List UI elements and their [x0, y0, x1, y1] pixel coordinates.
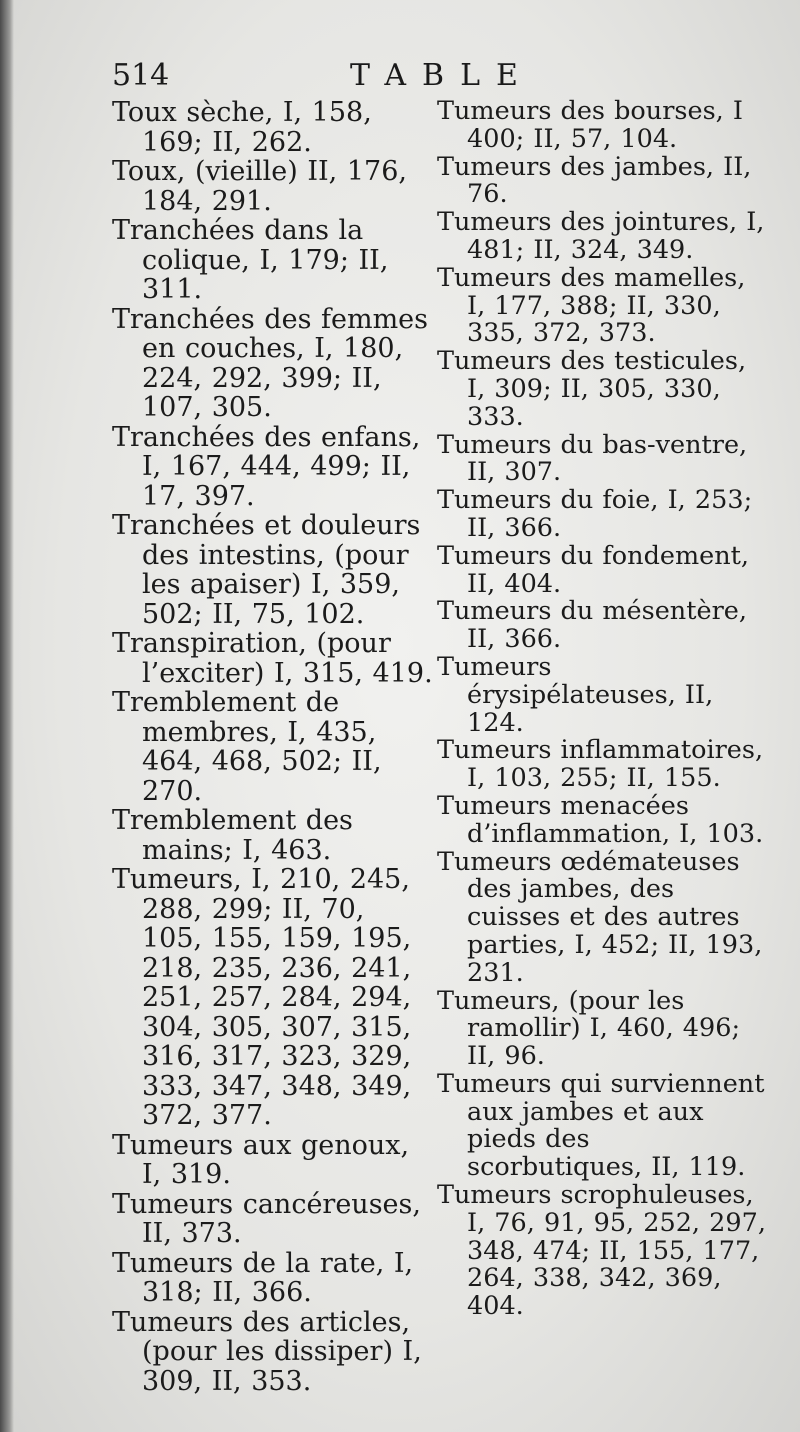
- index-entry: Tumeurs des jambes, II, 76.: [437, 151, 752, 210]
- index-column-right: [437, 98, 767, 1321]
- index-entry: Tumeurs du bas-ventre, II, 307.: [437, 429, 748, 488]
- page-binding-edge: [0, 0, 14, 1432]
- running-title: TABLE: [350, 58, 534, 93]
- index-entry: Toux, (vieille) II, 176, 184, 291.: [112, 156, 407, 217]
- index-entry: Tumeurs, (pour les ramollir) I, 460, 496; II, 96.: [437, 985, 741, 1072]
- index-entry: Tumeurs des jointures, I, 481; II, 324, 349.: [437, 207, 765, 265]
- index-entry: Tumeurs, I, 210, 245, 288, 299; II, 70, 105, 155, 159, 195, 218, 235, 236, 241, 251, 257, 284, 294, 304, 305, 307, 315, 316, 317, 323, 329, 333, 347, 348, 349, 372, 377.: [112, 864, 412, 1131]
- index-entry: Tumeurs érysipélateuses, II, 124.: [437, 651, 714, 738]
- page-number: 514: [112, 58, 170, 93]
- index-entry: Tumeurs du foie, I, 253; II, 366.: [437, 485, 753, 543]
- index-entry: Tumeurs scrophuleuses, I, 76, 91, 95, 252, 297, 348, 474; II, 155, 177, 264, 338, 342, 369, 404.: [437, 1180, 766, 1322]
- index-entry: Tumeurs de la rate, I, 318; II, 366.: [112, 1247, 414, 1308]
- index-entry: Tumeurs menacées d’inflammation, I, 103.: [437, 790, 764, 849]
- index-entry: Tumeurs aux genoux, I, 319.: [112, 1129, 410, 1190]
- index-entry: Tremblement des mains; I, 463.: [112, 805, 353, 866]
- index-entry: Tumeurs œdémateuses des jambes, des cuisses et des autres parties, I, 452; II, 193, 231.: [437, 846, 763, 988]
- index-entry: Tumeurs des bourses, I 400; II, 57, 104.: [437, 96, 743, 154]
- index-entry: Tranchées et douleurs des intestins, (pour les apaiser) I, 359, 502; II, 75, 102.: [112, 510, 421, 630]
- index-entry: Tumeurs du mésentère, II, 366.: [437, 596, 747, 655]
- index-entry: Tranchées des enfans, I, 167, 444, 499; II, 17, 397.: [112, 421, 421, 512]
- index-entry: Tumeurs des articles, (pour les dissiper) I, 309, II, 353.: [112, 1306, 422, 1397]
- index-entry: Tumeurs inflammatoires, I, 103, 255; II, 155.: [437, 735, 764, 794]
- index-entry: Transpiration, (pour l’exciter) I, 315, 419.: [112, 628, 433, 689]
- index-entry: Tumeurs qui surviennent aux jambes et aux pieds des scorbutiques, II, 119.: [437, 1068, 765, 1183]
- index-entry: Tumeurs cancéreuses, II, 373.: [112, 1188, 421, 1249]
- index-entry: Tumeurs des mamelles, I, 177, 388; II, 330, 335, 372, 373.: [437, 262, 746, 349]
- index-column-left: [112, 98, 434, 1396]
- index-entry: Tumeurs des testicules, I, 309; II, 305, 330, 333.: [437, 346, 747, 432]
- index-entry: Tranchées des femmes en couches, I, 180, 224, 292, 399; II, 107, 305.: [112, 303, 429, 423]
- index-entry: Toux sèche, I, 158, 169; II, 262.: [112, 97, 372, 158]
- index-entry: Tumeurs du fondement, II, 404.: [437, 540, 750, 599]
- index-entry: Tremblement de membres, I, 435, 464, 468, 502; II, 270.: [112, 687, 382, 807]
- index-entry: Tranchées dans la colique, I, 179; II, 311.: [112, 215, 389, 305]
- page-header: [112, 56, 590, 96]
